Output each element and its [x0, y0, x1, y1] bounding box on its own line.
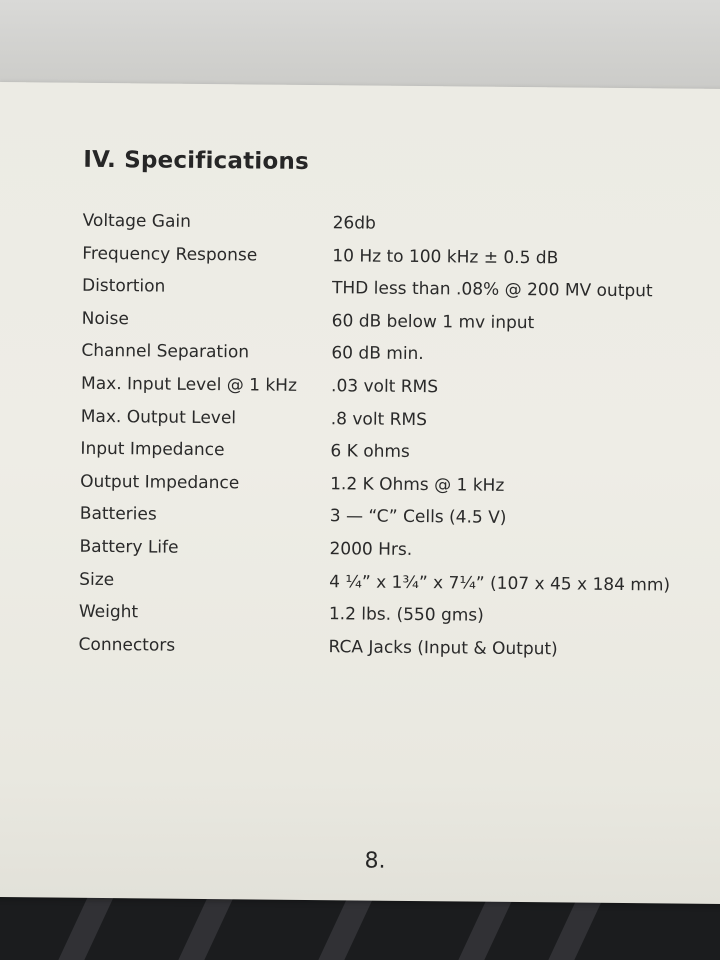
spec-value: 3 — “C” Cells (4.5 V): [329, 506, 507, 529]
specifications-table: [78, 211, 682, 673]
spec-value: 10 Hz to 100 kHz ± 0.5 dB: [332, 245, 559, 268]
spec-label: Batteries: [79, 504, 157, 525]
spec-label: Channel Separation: [81, 341, 250, 363]
spec-label: Voltage Gain: [82, 210, 192, 232]
spec-value: 60 dB below 1 mv input: [331, 310, 535, 333]
spec-value: 4 ¼” x 1¾” x 7¼” (107 x 45 x 184 mm): [329, 571, 671, 595]
spec-label: Distortion: [81, 275, 166, 297]
spec-label: Max. Output Level: [80, 406, 237, 428]
spec-value: 1.2 K Ohms @ 1 kHz: [330, 473, 505, 496]
spec-row: [78, 634, 678, 672]
spec-value: THD less than .08% @ 200 MV output: [331, 278, 653, 302]
spec-label: Battery Life: [79, 536, 179, 558]
spec-label: Frequency Response: [82, 243, 258, 266]
spec-value: .8 volt RMS: [330, 408, 428, 430]
spec-label: Size: [79, 569, 115, 590]
spec-value: RCA Jacks (Input & Output): [328, 636, 558, 660]
spec-value: 6 K ohms: [330, 441, 410, 463]
spec-label: Connectors: [78, 634, 176, 656]
spec-label: Output Impedance: [80, 471, 240, 494]
page-number: 8.: [364, 848, 386, 874]
spec-label: Noise: [81, 308, 129, 330]
spec-label: Max. Input Level @ 1 kHz: [81, 373, 298, 396]
spec-value: 60 dB min.: [331, 343, 424, 365]
spec-value: .03 volt RMS: [330, 376, 439, 398]
spec-value: 26db: [332, 213, 376, 234]
spec-label: Weight: [78, 601, 139, 623]
spec-value: 2000 Hrs.: [329, 539, 413, 560]
section-title: IV. Specifications: [83, 146, 310, 175]
spec-label: Input Impedance: [80, 438, 225, 461]
manual-page: [0, 82, 720, 904]
spec-value: 1.2 lbs. (550 gms): [328, 604, 484, 626]
